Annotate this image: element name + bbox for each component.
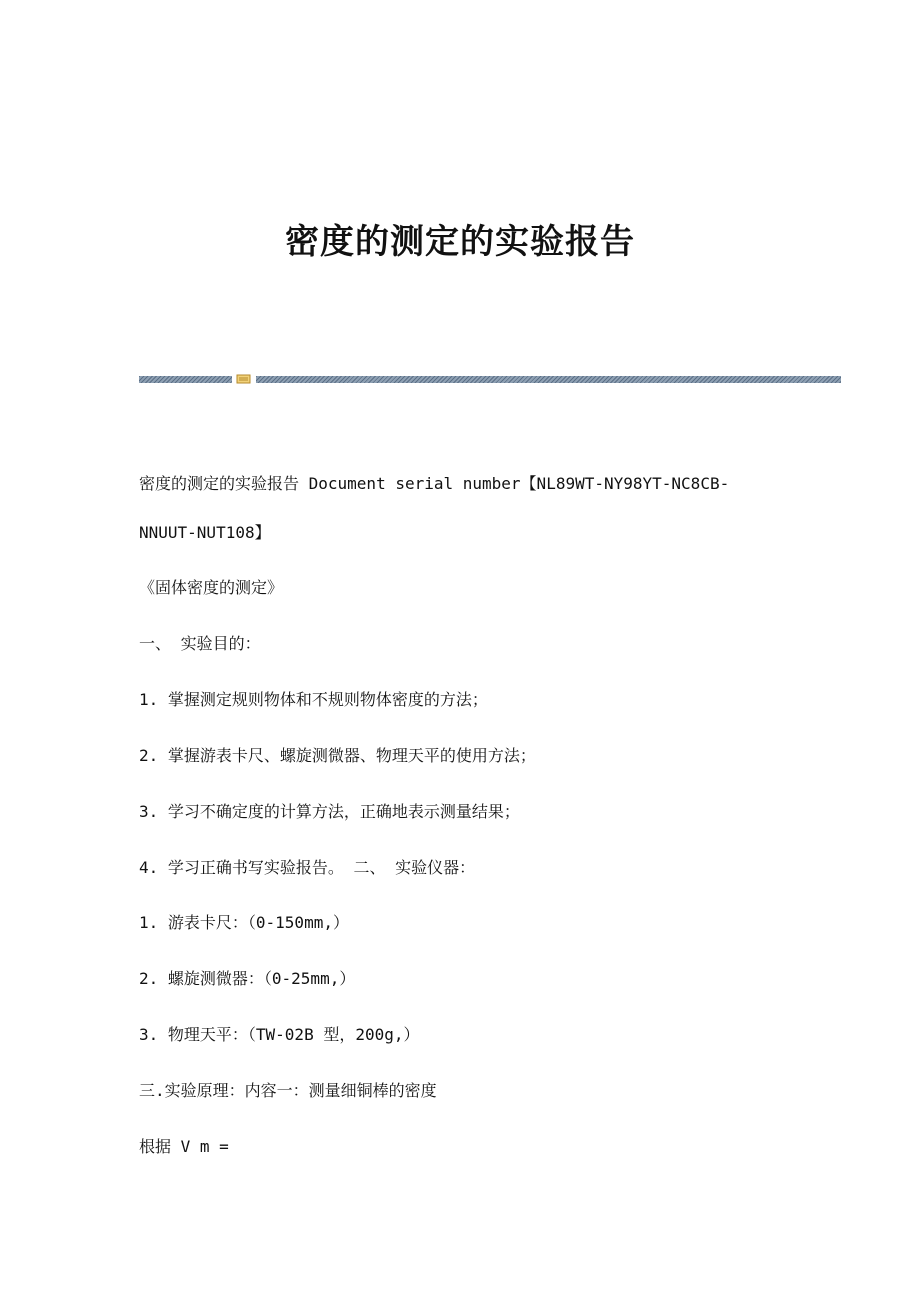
divider-bar-right — [256, 376, 841, 383]
text-line-section-3: 三.实验原理：内容一：测量细铜棒的密度 — [139, 1081, 437, 1100]
text-line-subtitle: 《固体密度的测定》 — [139, 578, 284, 597]
text-line-instrument-2: 2. 螺旋测微器：（0-25mm,） — [139, 969, 356, 988]
text-line-section-1: 一、 实验目的： — [139, 634, 261, 653]
text-line-item-1: 1. 掌握测定规则物体和不规则物体密度的方法； — [139, 690, 488, 709]
ornament-icon — [236, 373, 251, 385]
text-line-item-4: 4. 学习正确书写实验报告。 二、 实验仪器： — [139, 858, 476, 877]
document-title: 密度的测定的实验报告 — [285, 222, 635, 262]
text-line-instrument-1: 1. 游表卡尺：（0-150mm,） — [139, 913, 349, 932]
divider-bar-left — [139, 376, 232, 383]
text-line-serial-cont: NNUUT-NUT108】 — [139, 523, 271, 542]
title-divider — [139, 373, 841, 385]
text-line-item-3: 3. 学习不确定度的计算方法，正确地表示测量结果； — [139, 802, 520, 821]
text-line-instrument-3: 3. 物理天平：（TW-02B 型，200g,） — [139, 1025, 420, 1044]
text-line-formula: 根据 V m = — [139, 1137, 229, 1156]
text-line-item-2: 2. 掌握游表卡尺、螺旋测微器、物理天平的使用方法； — [139, 746, 536, 765]
text-line-serial: 密度的测定的实验报告 Document serial number【NL89WT-NY98YT-NC8CB- — [139, 474, 730, 493]
